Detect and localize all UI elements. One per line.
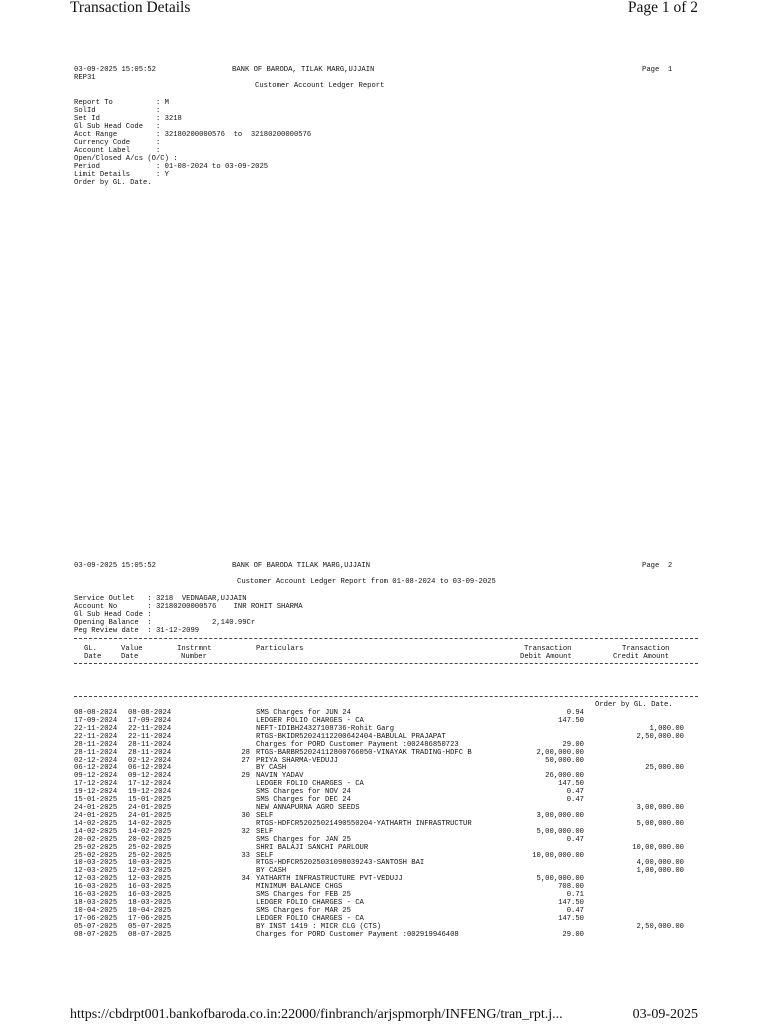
txn-debit-amount: 29.00 — [562, 740, 584, 749]
txn-particulars: RTGS-BARBR52024112800766050-VINAYAK TRADING-HDFC B — [256, 748, 472, 757]
txn-particulars: PRIYA SHARMA-VEDUJJ — [256, 756, 338, 765]
param-line: Order by GL. Date. — [74, 179, 152, 187]
table-row — [0, 836, 768, 844]
txn-value-date: 17-09-2024 — [128, 716, 172, 725]
txn-gl-date: 22-11-2024 — [74, 732, 118, 741]
txn-debit-amount: 147.50 — [558, 914, 584, 923]
table-row — [0, 859, 768, 867]
txn-value-date: 02-12-2024 — [128, 756, 172, 765]
txn-particulars: BY CASH — [256, 764, 287, 773]
txn-debit-amount: 0.47 — [566, 796, 584, 805]
print-header-title: Transaction Details — [70, 0, 191, 16]
param-line: SolId : — [74, 107, 161, 115]
param-line: Limit Details : Y — [74, 171, 169, 179]
col-instrument-2: Number — [181, 653, 207, 661]
txn-particulars: BY INST 1419 : MICR CLG (CTS) — [256, 922, 382, 931]
table-row — [0, 907, 768, 915]
txn-debit-amount: 0.47 — [566, 788, 584, 797]
txn-particulars: LEDGER FOLIO CHARGES - CA — [256, 914, 364, 923]
txn-particulars: NEW ANNAPURNA AGRO SEEDS — [256, 804, 360, 813]
txn-credit-amount: 4,00,000.00 — [636, 859, 684, 868]
txn-particulars: BY CASH — [256, 867, 287, 876]
txn-value-date: 05-07-2025 — [128, 922, 172, 931]
txn-value-date: 19-12-2024 — [128, 788, 172, 797]
table-row — [0, 828, 768, 836]
txn-gl-date: 10-03-2025 — [74, 859, 118, 868]
txn-gl-date: 14-02-2025 — [74, 819, 118, 828]
txn-gl-date: 09-12-2024 — [74, 772, 118, 781]
txn-value-date: 15-01-2025 — [128, 796, 172, 805]
txn-gl-date: 24-01-2025 — [74, 804, 118, 813]
table-header-row-1 — [0, 645, 768, 653]
txn-credit-amount: 2,50,000.00 — [636, 732, 684, 741]
page-label: Page 2 — [642, 562, 673, 570]
param-line: Gl Sub Head Code : — [74, 123, 161, 131]
txn-particulars: SELF — [256, 827, 274, 836]
txn-particulars: SELF — [256, 811, 274, 820]
param-line: Open/Closed A/cs (O/C) : — [74, 155, 178, 163]
page-label: Page 1 — [642, 66, 673, 74]
txn-gl-date: 10-04-2025 — [74, 907, 118, 915]
txn-instrument-number: 27 — [241, 756, 250, 765]
txn-value-date: 12-03-2025 — [128, 867, 172, 876]
param-line: Account Label : — [74, 147, 161, 155]
txn-value-date: 08-08-2024 — [128, 709, 172, 717]
param-line: Set Id : 3218 — [74, 115, 182, 123]
txn-gl-date: 20-02-2025 — [74, 835, 118, 844]
txn-credit-amount: 25,000.00 — [645, 764, 684, 773]
table-row — [0, 883, 768, 891]
report-title: Customer Account Ledger Report from 01-08-2024 to 03-09-2025 — [237, 578, 496, 586]
table-row — [0, 709, 768, 717]
txn-gl-date: 08-08-2024 — [74, 709, 118, 717]
account-info — [74, 595, 303, 635]
table-row — [0, 915, 768, 923]
report-datetime: 03-09-2025 15:05:52 — [74, 562, 156, 570]
report-title: Customer Account Ledger Report — [255, 82, 385, 90]
txn-particulars: SHRI BALAJI SANCHI PARLOUR — [256, 843, 369, 852]
txn-particulars: SMS Charges for MAR 25 — [256, 907, 351, 915]
divider — [74, 696, 698, 697]
txn-value-date: 24-01-2025 — [128, 811, 172, 820]
info-line: Account No : 32180200000576 INR ROHIT SHARMA — [74, 603, 303, 611]
txn-value-date: 10-03-2025 — [128, 859, 172, 868]
txn-gl-date: 17-09-2024 — [74, 716, 118, 725]
col-credit-2: Credit Amount — [613, 653, 670, 661]
print-footer-date: 03-09-2025 — [632, 1007, 698, 1022]
txn-particulars: RTGS-HDFCR52025021490550204-YATHARTH INFRASTRUCTUR — [256, 819, 472, 828]
txn-gl-date: 22-11-2024 — [74, 724, 118, 733]
txn-gl-date: 24-01-2025 — [74, 811, 118, 820]
txn-gl-date: 12-03-2025 — [74, 875, 118, 884]
txn-particulars: Charges for PORD Customer Payment :002919946408 — [256, 930, 459, 939]
txn-value-date: 24-01-2025 — [128, 804, 172, 813]
txn-debit-amount: 5,00,000.00 — [536, 875, 584, 884]
txn-particulars: LEDGER FOLIO CHARGES - CA — [256, 780, 364, 789]
param-line: Period : 01-08-2024 to 03-09-2025 — [74, 163, 269, 171]
txn-instrument-number: 30 — [241, 811, 250, 820]
txn-gl-date: 28-11-2024 — [74, 748, 118, 757]
txn-debit-amount: 0.47 — [566, 835, 584, 844]
table-row — [0, 931, 768, 939]
txn-particulars: Charges for PORD Customer Payment :002486850723 — [256, 740, 459, 749]
table-row — [0, 749, 768, 757]
report-datetime: 03-09-2025 15:05:52 — [74, 66, 156, 74]
txn-particulars: SMS Charges for NOV 24 — [256, 788, 351, 797]
txn-credit-amount: 2,50,000.00 — [636, 922, 684, 931]
table-row — [0, 772, 768, 780]
divider — [74, 638, 698, 639]
txn-debit-amount: 0.94 — [566, 709, 584, 717]
txn-particulars: MINIMUM BALANCE CHGS — [256, 883, 343, 892]
txn-debit-amount: 708.00 — [558, 883, 584, 892]
txn-gl-date: 02-12-2024 — [74, 756, 118, 765]
txn-particulars: SELF — [256, 851, 274, 860]
txn-gl-date: 19-12-2024 — [74, 788, 118, 797]
table-row — [0, 812, 768, 820]
txn-gl-date: 15-01-2025 — [74, 796, 118, 805]
table-row — [0, 923, 768, 931]
table-row — [0, 899, 768, 907]
txn-credit-amount: 10,00,000.00 — [632, 843, 684, 852]
txn-credit-amount: 5,00,000.00 — [636, 819, 684, 828]
txn-credit-amount: 1,000.00 — [649, 724, 684, 733]
txn-debit-amount: 147.50 — [558, 780, 584, 789]
txn-gl-date: 17-06-2025 — [74, 914, 118, 923]
txn-gl-date: 08-07-2025 — [74, 930, 118, 939]
txn-instrument-number: 32 — [241, 827, 250, 836]
col-value-date: Value — [121, 645, 143, 653]
txn-gl-date: 12-03-2025 — [74, 867, 118, 876]
table-row — [0, 875, 768, 883]
txn-value-date: 06-12-2024 — [128, 764, 172, 773]
txn-debit-amount: 3,00,000.00 — [536, 811, 584, 820]
table-row — [0, 891, 768, 899]
order-by-label: Order by GL. Date. — [595, 701, 673, 709]
txn-debit-amount: 29.00 — [562, 930, 584, 939]
txn-value-date: 22-11-2024 — [128, 724, 172, 733]
txn-gl-date: 05-07-2025 — [74, 922, 118, 931]
col-debit-2: Debit Amount — [520, 653, 572, 661]
table-row — [0, 757, 768, 765]
txn-particulars: RTGS-BKIDR52024112200642404-BABULAL PRAJAPAT — [256, 732, 446, 741]
txn-credit-amount: 1,00,000.00 — [636, 867, 684, 876]
txn-gl-date: 16-03-2025 — [74, 891, 118, 900]
bank-branch-name: BANK OF BARODA, TILAK MARG,UJJAIN — [232, 66, 375, 74]
txn-particulars: LEDGER FOLIO CHARGES - CA — [256, 899, 364, 908]
txn-debit-amount: 50,000.00 — [545, 756, 584, 765]
txn-value-date: 10-04-2025 — [128, 907, 172, 915]
txn-particulars: RTGS-HDFCR52025031098039243-SANTOSH BAI — [256, 859, 425, 868]
param-line: Currency Code : — [74, 139, 161, 147]
txn-particulars: SMS Charges for JUN 24 — [256, 709, 351, 717]
txn-debit-amount: 0.71 — [566, 891, 584, 900]
txn-value-date: 25-02-2025 — [128, 843, 172, 852]
divider — [74, 663, 698, 664]
txn-particulars: YATHARTH INFRASTRUCTURE PVT-VEDUJJ — [256, 875, 403, 884]
txn-particulars: NAVIN YADAV — [256, 772, 304, 781]
txn-value-date: 09-12-2024 — [128, 772, 172, 781]
txn-value-date: 14-02-2025 — [128, 827, 172, 836]
txn-particulars: LEDGER FOLIO CHARGES - CA — [256, 716, 364, 725]
txn-gl-date: 14-02-2025 — [74, 827, 118, 836]
txn-value-date: 20-02-2025 — [128, 835, 172, 844]
table-row — [0, 867, 768, 875]
txn-debit-amount: 26,000.00 — [545, 772, 584, 781]
txn-debit-amount: 147.50 — [558, 716, 584, 725]
txn-value-date: 28-11-2024 — [128, 740, 172, 749]
info-line: Service Outlet : 3218 VEDNAGAR,UJJAIN — [74, 595, 247, 603]
txn-value-date: 22-11-2024 — [128, 732, 172, 741]
txn-gl-date: 18-03-2025 — [74, 899, 118, 908]
txn-gl-date: 25-02-2025 — [74, 851, 118, 860]
txn-value-date: 25-02-2025 — [128, 851, 172, 860]
txn-instrument-number: 33 — [241, 851, 250, 860]
table-row — [0, 796, 768, 804]
col-gl-date-2: Date — [84, 653, 102, 661]
txn-gl-date: 28-11-2024 — [74, 740, 118, 749]
txn-credit-amount: 3,00,000.00 — [636, 804, 684, 813]
table-row — [0, 852, 768, 860]
info-line: Peg Review date : 31-12-2099 — [74, 627, 200, 635]
print-footer-url: https://cbdrpt001.bankofbaroda.co.in:22000/finbranch/arjspmorph/INFENG/tran_rpt.j... — [70, 1007, 563, 1022]
info-line: Gl Sub Head Code : — [74, 611, 152, 619]
bank-branch-name: BANK OF BARODA TILAK MARG,UJJAIN — [232, 562, 371, 570]
txn-instrument-number: 28 — [241, 748, 250, 757]
txn-value-date: 08-07-2025 — [128, 930, 172, 939]
table-row — [0, 725, 768, 733]
txn-gl-date: 16-03-2025 — [74, 883, 118, 892]
txn-gl-date: 17-12-2024 — [74, 780, 118, 789]
table-row — [0, 820, 768, 828]
txn-value-date: 16-03-2025 — [128, 891, 172, 900]
table-row — [0, 741, 768, 749]
table-row — [0, 764, 768, 772]
txn-value-date: 18-03-2025 — [128, 899, 172, 908]
txn-particulars: SMS Charges for DEC 24 — [256, 796, 351, 805]
info-line: Opening Balance : 2,140.99Cr — [74, 619, 256, 627]
table-header-row-2 — [0, 653, 768, 661]
txn-debit-amount: 147.50 — [558, 899, 584, 908]
txn-gl-date: 06-12-2024 — [74, 764, 118, 773]
txn-particulars: SMS Charges for FEB 25 — [256, 891, 351, 900]
print-header-page-number: Page 1 of 2 — [627, 0, 698, 16]
txn-debit-amount: 5,00,000.00 — [536, 827, 584, 836]
txn-gl-date: 25-02-2025 — [74, 843, 118, 852]
txn-value-date: 17-06-2025 — [128, 914, 172, 923]
col-instrument: Instrmnt — [177, 645, 212, 653]
txn-debit-amount: 10,00,000.00 — [532, 851, 584, 860]
report-code: REP31 — [74, 74, 96, 82]
col-debit: Transaction — [524, 645, 572, 653]
txn-value-date: 16-03-2025 — [128, 883, 172, 892]
col-particulars: Particulars — [256, 645, 304, 653]
table-row — [0, 844, 768, 852]
report-parameters — [74, 99, 311, 187]
txn-value-date: 28-11-2024 — [128, 748, 172, 757]
txn-instrument-number: 34 — [241, 875, 250, 884]
col-credit: Transaction — [622, 645, 670, 653]
txn-value-date: 17-12-2024 — [128, 780, 172, 789]
txn-value-date: 12-03-2025 — [128, 875, 172, 884]
param-line: Acct Range : 32180200000576 to 32180200000576 — [74, 131, 312, 139]
txn-particulars: NEFT-IDIBH24327108736-Rohit Garg — [256, 724, 395, 733]
table-row — [0, 788, 768, 796]
col-value-date-2: Date — [121, 653, 139, 661]
txn-value-date: 14-02-2025 — [128, 819, 172, 828]
table-row — [0, 733, 768, 741]
table-row — [0, 717, 768, 725]
txn-debit-amount: 0.47 — [566, 907, 584, 915]
table-row — [0, 780, 768, 788]
txn-instrument-number: 29 — [241, 772, 250, 781]
col-gl-date: GL. — [84, 645, 97, 653]
txn-debit-amount: 2,00,000.00 — [536, 748, 584, 757]
txn-particulars: SMS Charges for JAN 25 — [256, 835, 351, 844]
param-line: Report To : M — [74, 99, 169, 107]
table-row — [0, 804, 768, 812]
